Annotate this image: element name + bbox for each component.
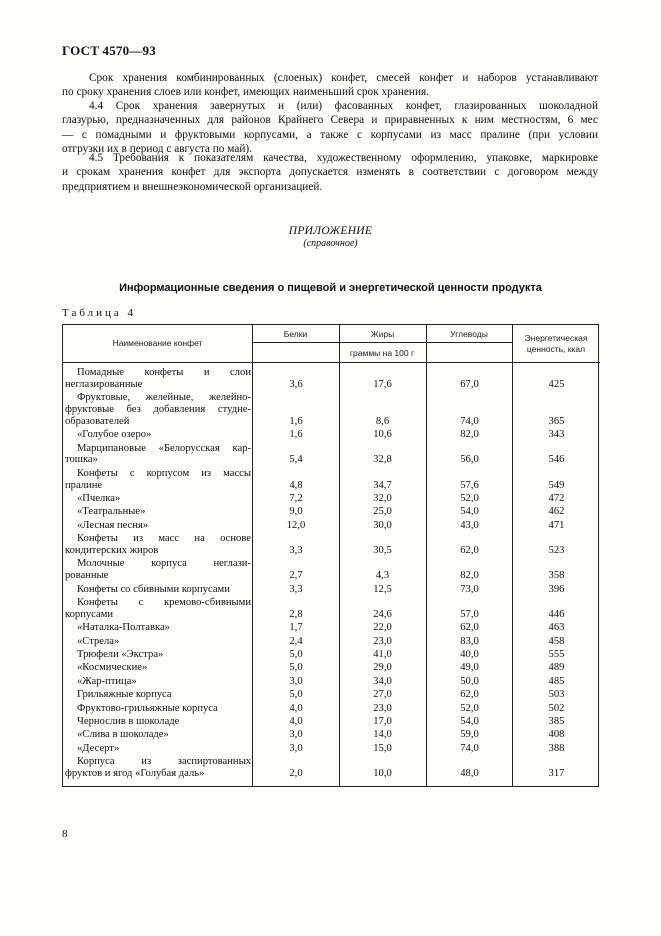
- row-name-line: «Театральные»: [77, 506, 146, 518]
- paragraph-line: 4.5 Требования к показателям качества, художественному оформлению, упаковке, маркировке: [89, 152, 598, 164]
- row-name: [63, 662, 251, 674]
- paragraph-line: — с помадными и фруктовыми корпусами, а также с корпусами из масс пралине (при условии: [62, 128, 598, 141]
- row-name: [63, 636, 251, 648]
- value-energy: 343: [548, 429, 565, 441]
- table-row: [63, 533, 600, 557]
- value-fats: 32,0: [373, 493, 392, 504]
- value-carbs: 49,0: [460, 662, 479, 674]
- row-name: [63, 493, 251, 505]
- value-proteins: 2,0: [289, 767, 303, 779]
- paragraph-line: предприятием и внешнеэкономической организацией.: [62, 180, 323, 193]
- value-proteins: 5,0: [289, 689, 303, 701]
- row-name-line: фруктов и ягод «Голубая даль»: [65, 767, 205, 779]
- row-name: [63, 689, 251, 701]
- row-name-line: рованные: [65, 570, 109, 582]
- value-energy: 458: [548, 635, 565, 647]
- row-name: [63, 622, 251, 634]
- row-name-line: пралине: [65, 479, 103, 491]
- row-name-line: «Голубое озеро»: [77, 429, 152, 441]
- value-proteins: 5,0: [289, 649, 303, 660]
- value-carbs: 40,0: [460, 649, 479, 660]
- value-energy: 388: [548, 742, 565, 754]
- row-name-line: Грильяжные корпуса: [77, 689, 172, 701]
- value-energy: 472: [548, 493, 565, 504]
- row-name: [63, 676, 251, 688]
- paragraph-line: 4.4 Срок хранения завернутых и (или) фасованных конфет, глазированных шоколадной: [89, 100, 598, 112]
- paragraph-line: по сроку хранения слоев или конфет, имеющих наименьший срок хранения.: [62, 86, 430, 99]
- row-name-line: Чернослив в шоколаде: [77, 716, 180, 727]
- row-name-line: Трюфели «Экстра»: [77, 649, 164, 660]
- paragraph-line: отгрузки их в период с августа по май).: [62, 143, 252, 156]
- value-proteins: 3,0: [289, 675, 303, 687]
- row-name-line: Помадные конфеты и слои: [77, 367, 251, 378]
- value-proteins: 1,6: [289, 415, 303, 427]
- row-name: [63, 367, 251, 391]
- row-name: [63, 597, 251, 621]
- row-name-line: Молочные корпуса неглази-: [77, 558, 251, 570]
- paragraph-line: Срок хранения комбинированных (слоеных) конфет, смесей конфет и наборов устанавливают: [89, 72, 598, 84]
- value-fats: 15,0: [373, 742, 392, 754]
- row-name-line: «Десерт»: [77, 742, 120, 754]
- header-fats: Жиры: [370, 329, 395, 339]
- table-row: [63, 443, 600, 467]
- value-fats: 23,0: [373, 702, 392, 714]
- value-fats: 4,3: [375, 570, 390, 582]
- row-name-line: фруктовые без добавления студне-: [65, 403, 251, 415]
- table-row: [63, 676, 600, 688]
- row-name-line: Марципановые «Белорусская кар-: [77, 442, 251, 454]
- header-carbs: Углеводы: [450, 329, 488, 339]
- paragraph-line: глазурью, предназначенных для районов Крайнего Севера и приравненных к ним местностям, 6 мес: [62, 114, 598, 127]
- row-name-line: «Пчелка»: [77, 493, 121, 504]
- table-row: [63, 689, 600, 701]
- row-name: [63, 443, 251, 467]
- value-energy: 485: [548, 675, 565, 687]
- value-proteins: 4,0: [289, 716, 303, 727]
- value-fats: 8,6: [375, 415, 390, 427]
- value-carbs: 62,0: [460, 622, 479, 634]
- row-name: [63, 584, 251, 596]
- row-name: [63, 520, 251, 532]
- row-name: [63, 558, 251, 582]
- row-name-line: «Лесная песня»: [77, 519, 149, 531]
- table-row: [63, 662, 600, 674]
- table-caption: Таблица 4: [62, 307, 137, 319]
- value-fats: 25,0: [373, 506, 392, 518]
- value-fats: 30,5: [373, 544, 392, 556]
- value-carbs: 82,0: [460, 570, 479, 582]
- paragraph-4-4: [62, 99, 598, 157]
- row-name-line: «Слива в шоколаде»: [77, 729, 169, 741]
- appendix-title: ПРИЛОЖЕНИЕ: [288, 225, 373, 237]
- row-name-line: Фруктово-грильяжные корпуса: [77, 702, 218, 714]
- value-carbs: 82,0: [460, 429, 479, 441]
- nutrition-table: [62, 324, 599, 787]
- table-row: [63, 597, 600, 621]
- row-name: [63, 743, 251, 755]
- row-name-line: Конфеты с кремово-сбивными: [77, 597, 251, 608]
- table-row: [63, 636, 600, 648]
- value-proteins: 3,6: [289, 378, 303, 390]
- value-carbs: 48,0: [460, 767, 479, 779]
- value-fats: 10,0: [373, 767, 392, 779]
- value-carbs: 56,0: [460, 454, 479, 466]
- header-energy: [512, 333, 600, 355]
- value-proteins: 1,6: [289, 429, 303, 441]
- value-proteins: 3,0: [289, 729, 303, 741]
- value-fats: 12,5: [373, 583, 392, 595]
- value-fats: 41,0: [373, 649, 392, 660]
- value-energy: 546: [548, 454, 565, 466]
- row-name-line: тошка»: [65, 454, 98, 466]
- row-name-line: Фруктовые, желейные, желейно-: [77, 392, 251, 404]
- row-name-line: «Космические»: [77, 662, 148, 674]
- paragraph-line: и срокам хранения конфет для экспорта допускается изменять в соответствии с договором между: [62, 166, 598, 179]
- info-heading: Информационные сведения о пищевой и энергетической ценности продукта: [119, 282, 542, 294]
- header-name: Наименование конфет: [112, 338, 203, 348]
- table-row: [63, 743, 600, 755]
- value-carbs: 67,0: [460, 378, 479, 390]
- table-row: [63, 506, 600, 518]
- value-carbs: 73,0: [460, 583, 479, 595]
- value-fats: 22,0: [373, 622, 392, 634]
- paragraph-4-5: [62, 151, 598, 194]
- value-proteins: 9,0: [289, 506, 303, 518]
- value-proteins: 5,4: [289, 454, 303, 466]
- value-energy: 489: [548, 662, 565, 674]
- value-proteins: 3,3: [289, 583, 303, 595]
- value-energy: 446: [548, 608, 565, 620]
- value-proteins: 2,8: [289, 608, 303, 620]
- table-row: [63, 429, 600, 441]
- header-proteins: Белки: [283, 329, 308, 339]
- row-name-line: «Жар-птица»: [77, 675, 137, 687]
- value-energy: 425: [548, 378, 565, 390]
- value-energy: 523: [548, 544, 565, 556]
- value-energy: 471: [548, 519, 565, 531]
- table-row: [63, 367, 600, 391]
- row-name-line: «Наталка-Полтавка»: [77, 622, 170, 634]
- value-energy: 502: [548, 702, 565, 714]
- row-name-line: Конфеты с корпусом из массы: [77, 467, 251, 479]
- header-energy-line2: ценность, ккал: [526, 344, 586, 354]
- table-row: [63, 622, 600, 634]
- value-proteins: 3,0: [289, 742, 303, 754]
- value-proteins: 2,4: [289, 635, 303, 647]
- value-carbs: 62,0: [460, 544, 479, 556]
- row-name: [63, 468, 251, 492]
- row-name-line: Конфеты со сбивными корпусами: [77, 583, 230, 595]
- table-row: [63, 392, 600, 427]
- value-energy: 555: [548, 649, 565, 660]
- row-name: [63, 756, 251, 780]
- row-name: [63, 506, 251, 518]
- row-name: [63, 716, 251, 728]
- value-fats: 23,0: [373, 635, 392, 647]
- value-carbs: 74,0: [460, 415, 479, 427]
- value-carbs: 43,0: [460, 519, 479, 531]
- row-name-line: Конфеты из масс на основе: [77, 533, 251, 545]
- value-proteins: 12,0: [286, 519, 306, 531]
- table-row: [63, 558, 600, 582]
- value-carbs: 52,0: [460, 702, 479, 714]
- value-energy: 549: [548, 479, 565, 491]
- value-fats: 24,6: [373, 608, 392, 620]
- value-carbs: 57,0: [460, 608, 479, 620]
- table-row: [63, 756, 600, 780]
- row-name-line: образователей: [65, 415, 130, 427]
- value-proteins: 1,7: [289, 622, 303, 634]
- value-carbs: 50,0: [460, 675, 479, 687]
- value-carbs: 54,0: [460, 716, 479, 727]
- row-name-line: кондитерских жиров: [65, 544, 159, 556]
- value-fats: 29,0: [373, 662, 392, 674]
- value-fats: 17,0: [373, 716, 392, 727]
- value-energy: 408: [548, 729, 565, 741]
- value-fats: 34,0: [373, 675, 392, 687]
- value-carbs: 74,0: [460, 742, 479, 754]
- table-row: [63, 703, 600, 715]
- appendix-subtitle: (справочное): [303, 238, 358, 249]
- value-fats: 34,7: [373, 479, 392, 491]
- value-proteins: 5,0: [289, 662, 303, 674]
- row-name-line: неглазированные: [65, 378, 143, 390]
- row-name-line: корпусами: [65, 608, 114, 620]
- paragraph-storage-combined: [62, 71, 598, 100]
- row-name: [63, 649, 251, 661]
- table-row: [63, 493, 600, 505]
- row-name-line: «Стрела»: [77, 635, 120, 647]
- table-row: [63, 468, 600, 492]
- value-carbs: 54,0: [460, 506, 479, 518]
- value-fats: 14,0: [373, 729, 392, 741]
- table-row: [63, 520, 600, 532]
- value-fats: 27,0: [373, 689, 392, 701]
- table-row: [63, 716, 600, 728]
- table-row: [63, 584, 600, 596]
- row-name: [63, 392, 251, 427]
- row-name-line: Корпуса из заспиртованных: [77, 756, 251, 768]
- row-name: [63, 729, 251, 741]
- table-row: [63, 649, 600, 661]
- value-fats: 32,8: [373, 454, 392, 466]
- document-code: ГОСТ 4570—93: [62, 43, 156, 58]
- row-name: [63, 703, 251, 715]
- value-carbs: 52,0: [460, 493, 479, 504]
- row-name: [63, 429, 251, 441]
- row-name: [63, 533, 251, 557]
- value-energy: 463: [548, 622, 565, 634]
- value-energy: 385: [548, 716, 565, 727]
- value-carbs: 83,0: [460, 635, 479, 647]
- value-energy: 462: [548, 506, 565, 518]
- value-carbs: 62,0: [460, 689, 479, 701]
- value-carbs: 57,6: [460, 479, 479, 491]
- header-energy-line1: Энергетическая: [524, 333, 588, 343]
- value-energy: 317: [548, 767, 565, 779]
- value-proteins: 3,3: [289, 544, 303, 556]
- value-energy: 365: [548, 415, 565, 427]
- page-number: 8: [62, 828, 68, 840]
- value-proteins: 7,2: [289, 493, 303, 504]
- value-proteins: 2,7: [289, 570, 303, 582]
- value-energy: 396: [548, 583, 565, 595]
- table-row: [63, 729, 600, 741]
- value-carbs: 59,0: [460, 729, 479, 741]
- value-fats: 17,6: [373, 378, 392, 390]
- value-energy: 358: [548, 570, 565, 582]
- value-fats: 30,0: [373, 519, 392, 531]
- header-units: граммы на 100 г: [349, 348, 415, 358]
- value-proteins: 4,0: [289, 702, 303, 714]
- value-energy: 503: [548, 689, 565, 701]
- value-proteins: 4,8: [289, 479, 303, 491]
- value-fats: 10,6: [373, 429, 392, 441]
